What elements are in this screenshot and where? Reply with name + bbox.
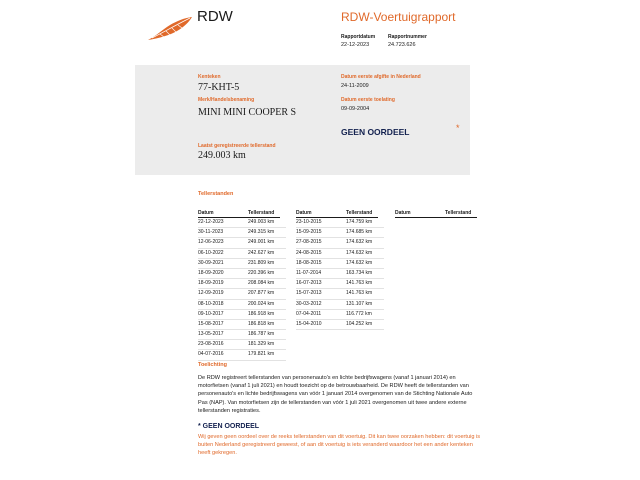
- reading-date: 15-04-2010: [296, 320, 322, 327]
- reading-km: 141.763 km: [346, 290, 373, 297]
- reading-row: [198, 310, 286, 320]
- reading-row: [296, 310, 384, 320]
- explanation-title: Toelichting: [198, 362, 227, 368]
- reading-date: 09-10-2017: [198, 310, 224, 317]
- reading-date: 18-08-2015: [296, 259, 322, 266]
- verdict-badge: GEEN OORDEEL: [341, 127, 410, 137]
- report-title: RDW-Voertuigrapport: [341, 10, 456, 24]
- reading-km: 116.772 km: [346, 310, 372, 317]
- reading-km: 242.627 km: [248, 249, 275, 256]
- reading-km: 220.396 km: [248, 269, 275, 276]
- reading-km: 208.084 km: [248, 280, 275, 287]
- reading-date: 13-05-2017: [198, 331, 224, 338]
- reading-date: 12-06-2023: [198, 239, 224, 246]
- reading-km: 207.877 km: [248, 290, 275, 297]
- reading-km: 131.107 km: [346, 300, 373, 307]
- report-number-value: 24.723.626: [388, 42, 416, 48]
- reading-row: [296, 279, 384, 289]
- reading-date: 30-09-2021: [198, 259, 224, 266]
- reading-date: 06-10-2022: [198, 249, 224, 256]
- rdw-feather-logo-icon: [146, 16, 194, 42]
- reading-date: 23-10-2015: [296, 219, 322, 225]
- reading-km: 141.763 km: [346, 280, 373, 287]
- readings-column-3: [395, 210, 483, 218]
- reading-row: [198, 300, 286, 310]
- first-registration-nl-value: 24-11-2009: [341, 83, 369, 89]
- reading-km: 249.001 km: [248, 239, 275, 246]
- reading-row: [296, 269, 384, 279]
- reading-km: 174.632 km: [346, 239, 373, 246]
- reading-date: 18-09-2020: [198, 269, 224, 276]
- reading-km: 181.329 km: [248, 341, 275, 348]
- odometer-label: Laatst geregistreerde tellerstand: [198, 143, 276, 149]
- verdict-asterisk: *: [456, 123, 460, 133]
- reading-km: 174.685 km: [346, 229, 373, 236]
- first-admission-value: 09-09-2004: [341, 106, 370, 112]
- reading-row: [198, 218, 286, 228]
- reading-date: 27-08-2015: [296, 239, 322, 246]
- report-date-label: Rapportdatum: [341, 34, 376, 40]
- readings-column-1: [198, 210, 286, 361]
- report-date-value: 22-12-2023: [341, 42, 370, 48]
- reading-row: [198, 238, 286, 248]
- first-admission-label: Datum eerste toelating: [341, 97, 395, 103]
- reading-km: 174.632 km: [346, 249, 373, 256]
- reading-km: 163.734 km: [346, 269, 373, 276]
- reading-date: 04-07-2016: [198, 351, 224, 358]
- vehicle-summary-panel: [135, 65, 470, 175]
- reading-row: [296, 249, 384, 259]
- readings-column-2: [296, 210, 384, 330]
- reading-date: 08-10-2018: [198, 300, 224, 307]
- reading-row: [296, 228, 384, 238]
- reading-km: 186.918 km: [248, 310, 275, 317]
- verdict-heading: * GEEN OORDEEL: [198, 423, 260, 430]
- brand-name: RDW: [197, 8, 233, 25]
- reading-row: [198, 259, 286, 269]
- reading-date: 11-07-2014: [296, 269, 322, 276]
- brand-label: Merk/Handelsbenaming: [198, 97, 255, 103]
- reading-row: [296, 320, 384, 330]
- reading-row: [198, 320, 286, 330]
- reading-date: 15-09-2015: [296, 229, 322, 236]
- first-registration-nl-label: Datum eerste afgifte in Nederland: [341, 74, 421, 80]
- reading-km: 174.759 km: [346, 219, 373, 225]
- reading-date: 30-11-2023: [198, 229, 224, 236]
- reading-date: 12-09-2019: [198, 290, 224, 297]
- reading-row: [198, 228, 286, 238]
- reading-km: 186.787 km: [248, 331, 275, 338]
- reading-km: 249.315 km: [248, 229, 275, 236]
- col-date-header: Datum: [198, 210, 214, 216]
- report-number-label: Rapportnummer: [388, 34, 427, 40]
- reading-km: 186.818 km: [248, 320, 275, 327]
- reading-date: 22-12-2023: [198, 219, 224, 225]
- col-date-header: Datum: [395, 210, 411, 216]
- plate-label: Kenteken: [198, 74, 221, 80]
- reading-row: [296, 289, 384, 299]
- reading-km: 179.821 km: [248, 351, 275, 358]
- col-km-header: Tellerstand: [346, 210, 373, 216]
- reading-row: [198, 289, 286, 299]
- reading-row: [296, 218, 384, 228]
- verdict-explanation: Wij geven geen oordeel over de reeks tellerstanden van dit voertuig. Dit kan twee oorzaken hebben: dit voertuig is buiten Nederland geregistreerd geweest, of aan dit voertuig is iets veranderd waardoor het een ander kenteken heeft gekregen.: [198, 434, 481, 457]
- col-km-header: Tellerstand: [445, 210, 472, 216]
- reading-date: 15-07-2013: [296, 290, 322, 297]
- reading-row: [198, 249, 286, 259]
- reading-date: 16-07-2013: [296, 280, 322, 287]
- reading-row: [296, 238, 384, 248]
- reading-km: 104.252 km: [346, 320, 373, 327]
- reading-row: [296, 259, 384, 269]
- reading-date: 15-08-2017: [198, 320, 224, 327]
- reading-date: 30-03-2012: [296, 300, 322, 307]
- reading-km: 231.809 km: [248, 259, 275, 266]
- reading-date: 07-04-2011: [296, 310, 322, 317]
- col-date-header: Datum: [296, 210, 312, 216]
- reading-row: [198, 279, 286, 289]
- brand-value: MINI MINI COOPER S: [198, 107, 297, 118]
- reading-row: [198, 340, 286, 350]
- reading-row: [296, 300, 384, 310]
- reading-date: 18-09-2019: [198, 280, 224, 287]
- reading-date: 23-08-2016: [198, 341, 224, 348]
- explanation-paragraph: De RDW registreert tellerstanden van personenauto's en lichte bedrijfswagens (vanaf 1 januari 2014) en motorfietsen (vanaf 1 juli 2021) en houdt toezicht op de betrouwbaarheid. De RDW heeft de tellerstanden van personenauto's en lichte bedrijfswagens van vóór 1 januari 2014 overgenomen van de Stichting Nationale Auto Pas (NAP). Van motorfietsen zijn de tellerstanden van vóór 1 juli 2021 overgenomen uit twee andere externe tellerstanden registraties.: [198, 375, 473, 414]
- reading-row: [198, 330, 286, 340]
- plate-value: 77-KHT-5: [198, 82, 240, 93]
- readings-title: Tellerstanden: [198, 191, 234, 197]
- reading-date: 24-08-2015: [296, 249, 322, 256]
- reading-km: 249.003 km: [248, 219, 275, 225]
- reading-row: [198, 269, 286, 279]
- reading-row: [198, 350, 286, 360]
- odometer-value: 249.003 km: [198, 150, 246, 161]
- col-km-header: Tellerstand: [248, 210, 275, 216]
- reading-km: 200.024 km: [248, 300, 275, 307]
- reading-km: 174.632 km: [346, 259, 373, 266]
